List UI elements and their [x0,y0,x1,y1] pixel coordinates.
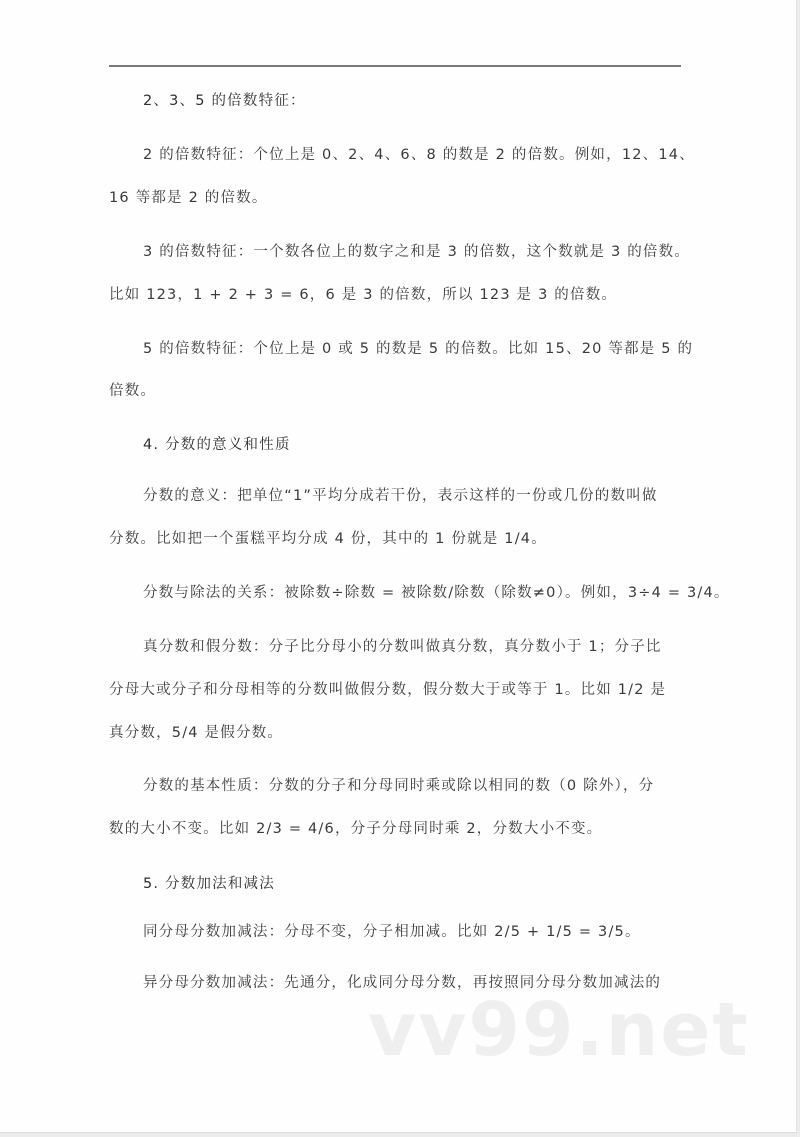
paragraph-multiple-of-3-line1: 3 的倍数特征：一个数各位上的数字之和是 3 的倍数，这个数就是 3 的倍数。 [143,244,691,260]
paragraph-proper-improper-line2: 分母大或分子和分母相等的分数叫做假分数，假分数大于或等于 1。比如 1/2 是 [109,682,667,698]
paragraph-fraction-division: 分数与除法的关系：被除数÷除数 = 被除数/除数（除数≠0）。例如，3÷4 = 3/4。 [143,585,730,601]
paragraph-basic-property-line2: 数的大小不变。比如 2/3 = 4/6，分子分母同时乘 2，分数大小不变。 [109,821,603,837]
watermark: vv99.net [368,987,750,1073]
section-4-heading: 4. 分数的意义和性质 [143,437,291,453]
header-rule [109,65,681,67]
paragraph-proper-improper-line3: 真分数，5/4 是假分数。 [109,725,284,741]
paragraph-basic-property-line1: 分数的基本性质：分数的分子和分母同时乘或除以相同的数（0 除外），分 [143,778,655,794]
section-5-heading: 5. 分数加法和减法 [143,876,275,892]
section-235-title: 2、3、5 的倍数特征： [143,93,306,109]
paragraph-different-denominator: 异分母分数加减法：先通分，化成同分母分数，再按照同分母分数加减法的 [143,975,662,991]
paragraph-multiple-of-5-line2: 倍数。 [109,383,157,399]
paragraph-same-denominator: 同分母分数加减法：分母不变，分子相加减。比如 2/5 + 1/5 = 3/5。 [143,924,641,940]
paragraph-multiple-of-2-line1: 2 的倍数特征：个位上是 0、2、4、6、8 的数是 2 的倍数。例如，12、14、 [143,147,695,163]
paragraph-multiple-of-5-line1: 5 的倍数特征：个位上是 0 或 5 的数是 5 的倍数。比如 15、20 等都是 5 的 [143,341,694,357]
paragraph-proper-improper-line1: 真分数和假分数：分子比分母小的分数叫做真分数，真分数小于 1；分子比 [143,639,662,655]
paragraph-fraction-meaning-line2: 分数。比如把一个蛋糕平均分成 4 份，其中的 1 份就是 1/4。 [109,531,547,547]
paragraph-multiple-of-3-line2: 比如 123，1 + 2 + 3 = 6，6 是 3 的倍数，所以 123 是 3 的倍数。 [109,287,618,303]
paragraph-multiple-of-2-line2: 16 等都是 2 的倍数。 [109,190,268,206]
paragraph-fraction-meaning-line1: 分数的意义：把单位“1”平均分成若干份，表示这样的一份或几份的数叫做 [143,488,658,504]
